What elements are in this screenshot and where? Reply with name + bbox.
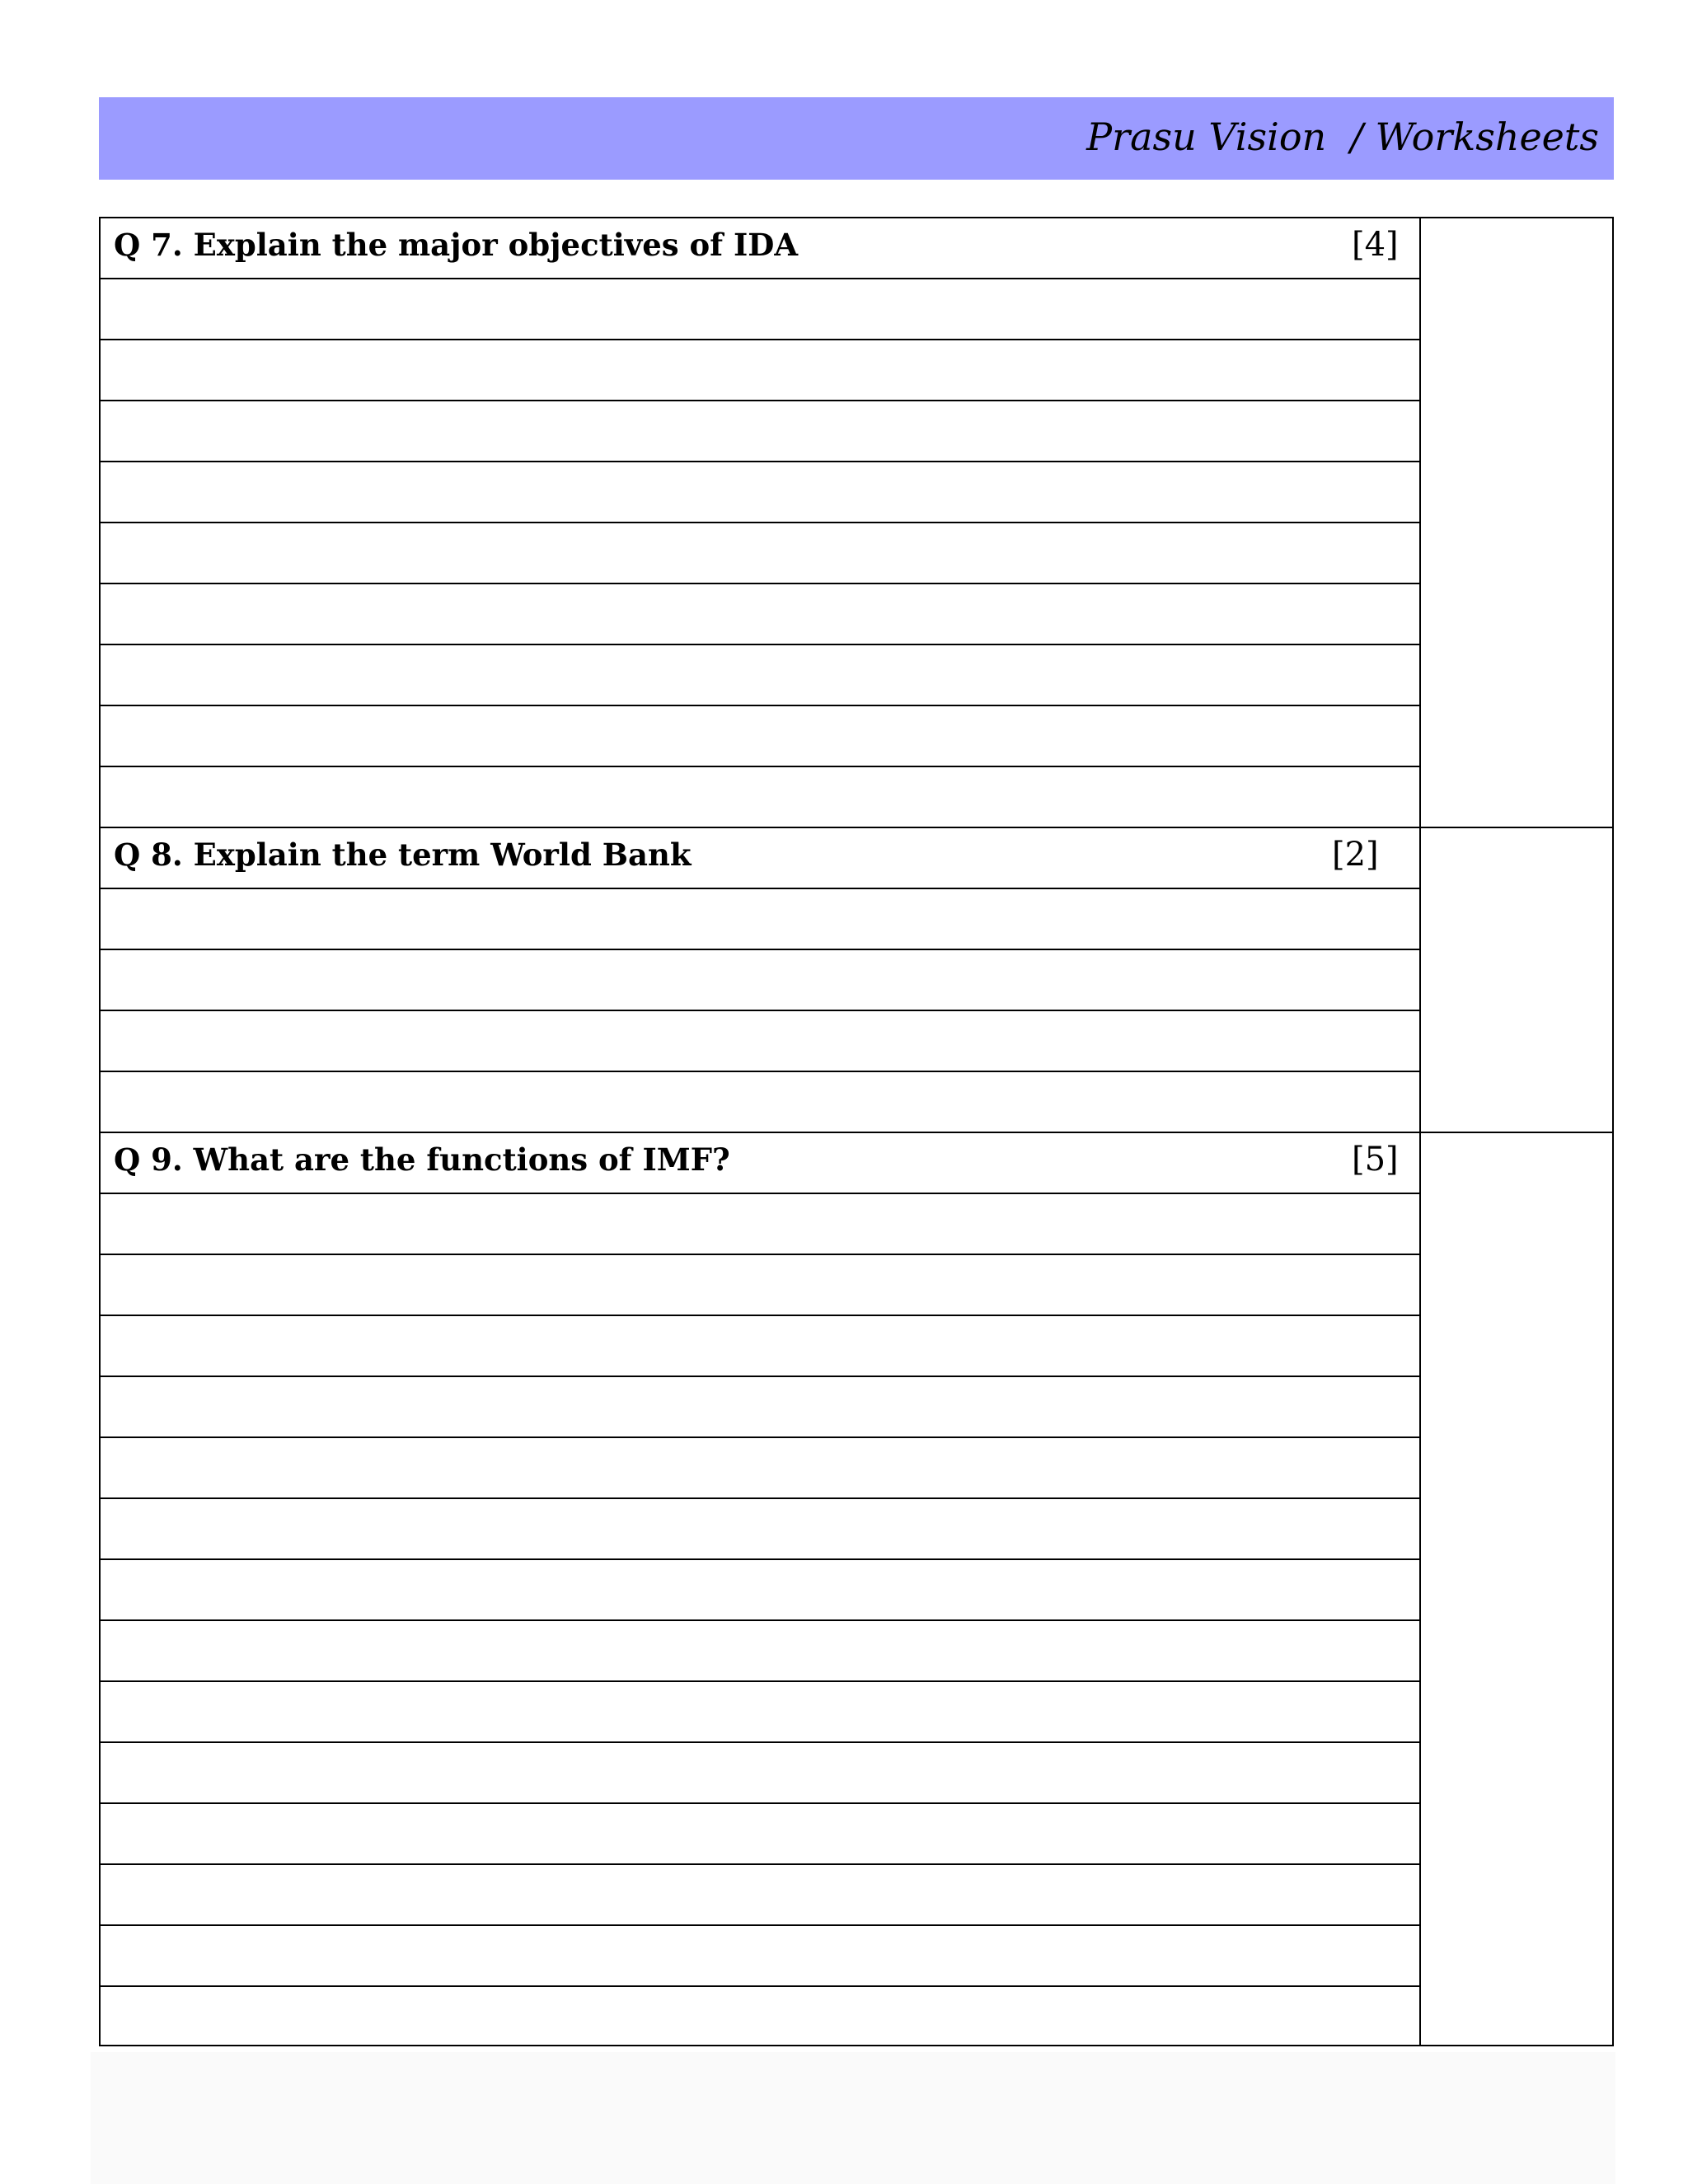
answer-line [99,1376,1421,1377]
answer-line [99,1619,1421,1621]
answer-line [99,949,1421,950]
table-bottom-border [99,2045,1614,2046]
answer-line [99,461,1421,462]
question-row-7 [99,217,1419,278]
header-title: Prasu Vision / Worksheets [1086,115,1599,159]
answer-line [99,1497,1421,1499]
answer-line [99,888,1421,889]
answer-line [99,400,1421,401]
answer-line [99,1863,1421,1865]
answer-line [99,278,1421,279]
answer-line [99,522,1421,523]
answer-line [99,1315,1421,1316]
question-row-9 [99,1132,1419,1193]
answer-line [99,1010,1421,1011]
question-row-8 [99,827,1419,888]
answer-line [99,705,1421,706]
answer-line [99,644,1421,645]
header-band [99,97,1614,180]
answer-line [99,583,1421,584]
answer-line [99,1741,1421,1743]
question-8-marks: [2] [1332,836,1379,874]
answer-line [99,339,1421,340]
question-7-text: Q 7. Explain the major objectives of IDA [114,227,799,263]
question-7-marks: [4] [1352,226,1399,264]
answer-line [99,1193,1421,1194]
question-9-text: Q 9. What are the functions of IMF? [114,1141,730,1178]
page-footer-shade [91,2052,1615,2184]
answer-line [99,1924,1421,1926]
answer-line [99,1071,1421,1072]
answer-line [99,1985,1421,1987]
answer-line [99,766,1421,767]
question-9-marks: [5] [1352,1141,1399,1179]
answer-line [99,1254,1421,1255]
answer-line [99,1680,1421,1682]
answer-line [99,1802,1421,1804]
worksheet-table [99,217,1614,2046]
question-8-text: Q 8. Explain the term World Bank [114,837,692,873]
answer-line [99,1436,1421,1438]
answer-line [99,1558,1421,1560]
